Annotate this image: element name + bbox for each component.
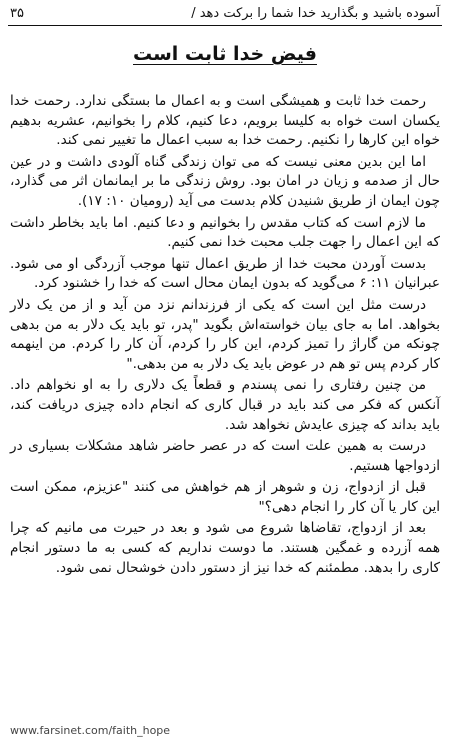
section-title: فیض خدا ثابت است [133, 43, 317, 65]
paragraph: درست به همین علت است که در عصر حاضر شاهد مشکلات بسیاری در ازدواجها هستیم. [10, 438, 440, 474]
paragraph: قبل از ازدواج، زن و شوهر از هم خواهش می کنند "عزیزم، ممکن است این کار یا آن کار را انجام دهی؟" [10, 479, 440, 515]
section-title-wrap [0, 43, 450, 65]
paragraph: بدست آوردن محبت خدا از طریق اعمال تنها موجب آزردگی او می شود. عبرانیان ۱۱: ۶ می‌گوید که بدون ایمان محال است که خدا را خشنود کرد. [10, 255, 440, 292]
footer-url: www.farsinet.com/faith_hope [10, 724, 171, 737]
running-title: آسوده باشید و بگذارید خدا شما را برکت دهد / [191, 5, 440, 21]
page-number: ۳۵ [10, 5, 24, 21]
paragraph: رحمت خدا ثابت و همیشگی است و به اعمال ما بستگی ندارد. رحمت خدا یکسان است خواه به کلیسا برویم، دعا کنیم، کلام را بخوانیم، عشریه بدهیم خواه این کارها را نکنیم. رحمت خدا به سبب اعمال ما تغییر نمی کند. [10, 93, 440, 149]
paragraph: بعد از ازدواج، تقاضاها شروع می شود و بعد در حیرت می مانیم که چرا همه آزرده و غمگین هستند. ما دوست نداریم که کسی به ما دستور انجام کاری را بدهد. مطمئنم که خدا نیز از دستور دادن خوشحال نمی شود. [10, 520, 440, 576]
paragraph: درست مثل این است که یکی از فرزندانم نزد من آید و از من یک دلار بخواهد. اما به جای بیان خواسته‌اش بگوید "پدر، تو باید یک دلار به من بدهی چونکه من گاراژ را تمیز کردم، این کار را کردم، آن کار را کردم. من اینهمه کار کردم پس تو هم در عوض باید یک دلار به من بدهی." [10, 296, 440, 372]
paragraph: ما لازم است که کتاب مقدس را بخوانیم و دعا کنیم. اما باید بخاطر داشت که این اعمال را جهت جلب محبت خدا نمی کنیم. [10, 214, 440, 251]
page-header [10, 3, 440, 23]
paragraph: من چنین رفتاری را نمی پسندم و قطعاً یک دلاری را به او نخواهم داد. آنکس که فکر می کند باید در قبال کاری که انجام داده چیزی دریافت کند، باید بداند که چیزی عایدش نخواهد شد. [10, 377, 440, 433]
body-text [10, 92, 440, 580]
paragraph: اما این بدین معنی نیست که می توان زندگی گناه آلودی داشت و در عین حال از صدمه و زیان در امان بود. روش زندگی ما بر ایمانمان اثر می گذارد، چون ایمان از طریق شنیدن کلام بدست می آید (رومیان ۱۰: ۱۷). [10, 153, 440, 209]
header-rule [8, 25, 442, 26]
